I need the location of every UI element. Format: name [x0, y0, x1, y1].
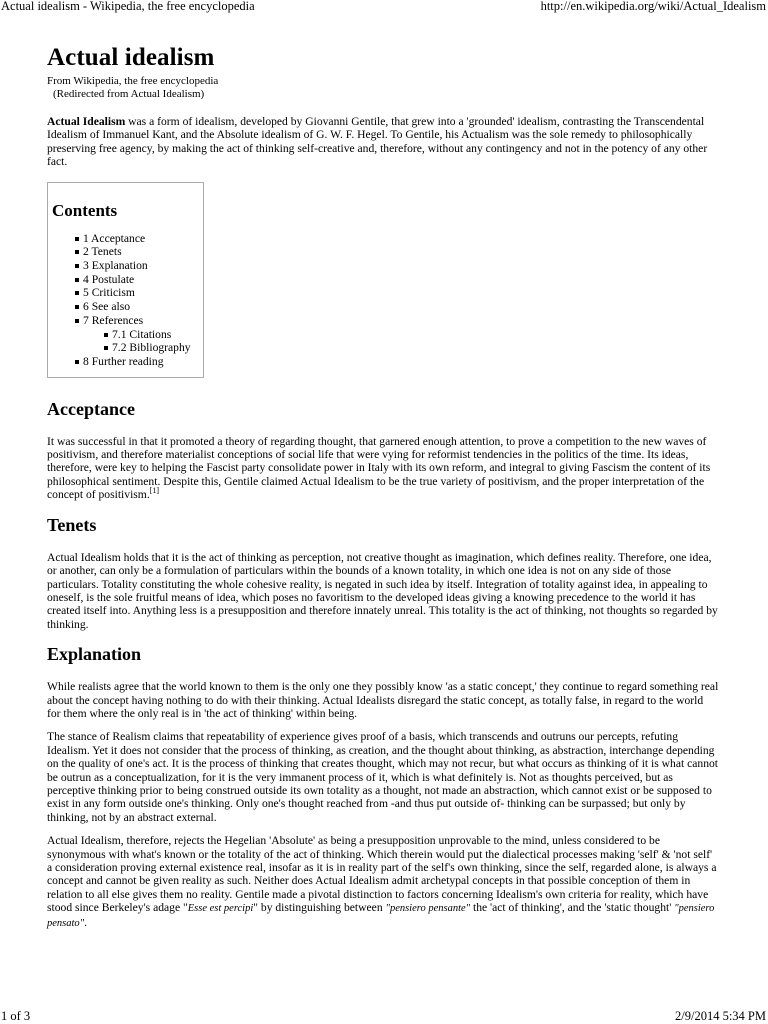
- print-footer-datetime: 2/9/2014 5:34 PM: [675, 1009, 766, 1023]
- toc-item-further-reading[interactable]: 8 Further reading: [52, 355, 203, 369]
- acceptance-paragraph: [47, 435, 719, 502]
- section-heading-tenets: Tenets: [47, 514, 97, 535]
- site-subtitle: From Wikipedia, the free encyclopedia: [47, 75, 219, 87]
- toc-item-acceptance[interactable]: 1 Acceptance: [52, 232, 203, 246]
- section-heading-explanation: Explanation: [47, 644, 142, 665]
- citation-link[interactable]: [1]: [149, 486, 160, 496]
- print-footer-page: 1 of 3: [1, 1009, 31, 1023]
- toc-item-postulate[interactable]: 4 Postulate: [52, 273, 203, 287]
- redirect-note: (Redirected from Actual Idealism): [53, 88, 205, 100]
- section-heading-acceptance: Acceptance: [47, 398, 135, 419]
- tenets-paragraph: Actual Idealism holds that it is the act of thinking as perception, not creative thought as imagination, which defines reality. Therefore, one idea, or another, can only be a formulation of particulars within the bounds of a known totality, in which one idea is not on any side of those particulars. Totality constituting the whole cohesive reality, is negated in such idea by itself. Integration of totality against idea, in appealing to oneself, is the sole fruitful means of idea, which poses no favoritism to the developed ideas giving a knowing precedence to the world it has created itself into. Anything less is a presupposition and therefore innately unreal. This totality is the act of thinking, not thoughts so regarded by thinking.: [47, 550, 718, 631]
- toc-item-tenets[interactable]: 2 Tenets: [52, 245, 203, 259]
- toc-item-references[interactable]: 7 References: [52, 314, 203, 328]
- explanation-paragraph-3: [47, 834, 719, 930]
- acceptance-text: It was successful in that it promoted a theory of regarding thought, that garnered enough attention, to prove a competition to the new waves of positivism, and therefore materialist conceptions of social life that were vying for reformist tendencies in the politics of the time. Its ideas, therefore, were key to helping the Fascist party consolidate power in Italy with its own reform, and integral to giving Fascism the content of its philosophical sentiment. Despite this, Gentile claimed Actual Idealism to be the true variety of positivism, and the proper interpretation of the concept of positivism.: [47, 434, 711, 502]
- toc-item-bibliography[interactable]: 7.2 Bibliography: [52, 341, 203, 355]
- toc-item-see-also[interactable]: 6 See also: [52, 300, 203, 314]
- toc-item-criticism[interactable]: 5 Criticism: [52, 286, 203, 300]
- intro-term: Actual Idealism: [47, 115, 126, 128]
- explanation-paragraph-2: The stance of Realism claims that repeatability of experience gives proof of a basis, which transcends and outruns our percepts, refuting Idealism. Yet it does not consider that the process of thinking, as creation, and the thought about thinking, as abstraction, interchange depending on the quality of one's act. It is the process of thinking that creates thought, which may not recur, but what occurs as thinking of it is what cannot be outrun as a conceptualization, for it is the very immanent process of it, which is what definitely is. Not as thoughts perceived, but as perceptive thinking prior to being construed outside its own totality as a thought, not made an abstraction, which cannot exist or be supposed to exist in any form outside one's thinking. Only one's thought reached from -and thus put outside of- thinking can be surpassed; but only by thinking, not by an abstract external.: [47, 730, 719, 824]
- print-header-title: Actual idealism - Wikipedia, the free encyclopedia: [1, 0, 255, 13]
- page-title: Actual idealism: [47, 44, 215, 71]
- table-of-contents: [47, 182, 204, 378]
- intro-paragraph: [47, 115, 719, 169]
- explanation-p3-mid: " by distinguishing between: [253, 901, 386, 915]
- explanation-p3-text: Actual Idealism, therefore, rejects the Hegelian 'Absolute' as being a presupposition unprovable to the mind, unless considered to be synonymous with what's known or the totality of the act of thinking. Which therein would put the dialectical processes making 'self' & 'not self' a consideration proving external existence real, insofar as it is in reality part of the self's own thinking, since the self, regarded alone, is always a concept and cannot be given reality as such. Neither does Actual Idealism admit archetypal concepts in that possible conception of them in relation to all else gives them no reality. Gentile made a pivotal distinction to factors concerning Idealism's own criteria for reality, which have stood since Berkeley's adage ": [47, 834, 717, 915]
- latin-esse-est-percipi: Esse est percipi: [187, 903, 254, 915]
- intro-text: was a form of idealism, developed by Giovanni Gentile, that grew into a 'grounded' idealism, contrasting the Transcendental Idealism of Immanuel Kant, and the Absolute idealism of G. W. F. Hegel. To Gentile, his Actualism was the sole remedy to philosophically preserving free agency, by making the act of thinking self-creative and, therefore, without any contingency and not in the potency of any other fact.: [47, 115, 708, 169]
- toc-item-explanation[interactable]: 3 Explanation: [52, 259, 203, 273]
- latin-pensiero-pensato: "pensiero pensato": [47, 903, 715, 929]
- explanation-p3-mid2: the 'act of thinking', and the 'static thought': [470, 901, 675, 915]
- explanation-paragraph-1: While realists agree that the world known to them is the only one they possibly know 'as a static concept,' they continue to regard something real about the concept having nothing to do with their thinking. Actual Idealists disregard the static concept, as totally false, in regard to the world for them where the only real is in 'the act of thinking' within being.: [47, 680, 719, 720]
- latin-pensiero-pensante: "pensiero pensante": [385, 903, 471, 915]
- toc-list: [52, 232, 203, 369]
- toc-title: Contents: [52, 200, 118, 220]
- explanation-p3-end: .: [84, 915, 87, 929]
- article-content: [47, 40, 719, 930]
- print-header-url: http://en.wikipedia.org/wiki/Actual_Idealism: [540, 0, 766, 13]
- toc-item-citations[interactable]: 7.1 Citations: [52, 328, 203, 342]
